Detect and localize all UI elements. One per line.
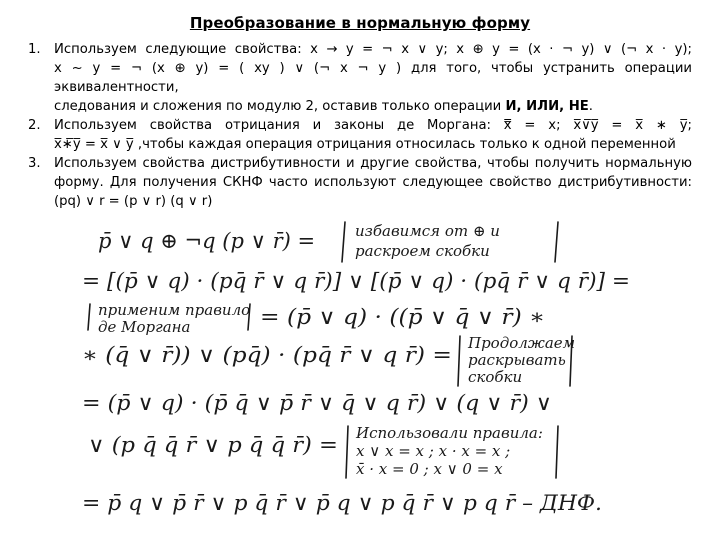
page-title: Преобразование в нормальную форму — [189, 14, 531, 32]
note-bracket-right — [556, 426, 558, 478]
note-bracket-left — [88, 304, 90, 330]
note-bracket-right — [555, 222, 558, 262]
step-number: 3. — [28, 156, 41, 171]
step-line: следования и сложения по модулю 2, оставив только операции — [54, 99, 502, 114]
note-line: избавимся от ⊕ и — [355, 222, 500, 240]
derivation-line-1: p̄ ∨ q ⊕ ¬q (p ∨ r̄) = — [98, 229, 316, 253]
step-line: x̅∗̅y̅ = x̅ ∨ y̅ ,чтобы каждая операция отрицания относилась только к одной переменной — [54, 137, 676, 152]
step-2 — [28, 116, 692, 154]
note-line: Использовали правила: — [356, 424, 543, 442]
note-line: Продолжаем — [468, 334, 576, 352]
derivation-line-2: = [(p̄ ∨ q) · (pq̄ r̄ ∨ q r̄)] ∨ [(p̄ ∨ q) · (pq̄ r̄ ∨ q r̄)] = — [82, 269, 630, 293]
step-text — [54, 116, 692, 154]
step-text — [54, 40, 692, 116]
step-line: Используем следующие свойства: x → y = ¬ x ∨ y; x ⊕ y = (x · ¬ y) ∨ (¬ x · y); — [54, 42, 692, 57]
step-line: x ~ y = ¬ (x ⊕ y) = ( xy ) ∨ (¬ x ¬ y ) для того, чтобы устранить операции эквивалентности, — [54, 61, 692, 95]
sentence-end: . — [588, 99, 593, 114]
note-line: де Моргана — [98, 318, 191, 336]
step-line: Используем свойства дистрибутивности и другие свойства, чтобы получить нормальную — [54, 156, 692, 171]
note-line: раскроем скобки — [355, 242, 490, 260]
step-line-with-ops — [54, 97, 692, 116]
step-line: (pq) ∨ r = (p ∨ r) (q ∨ r) — [54, 194, 213, 209]
derivation-line-6: ∨ (p q̄ q̄ r̄ ∨ p q̄ q̄ r̄) = — [88, 433, 338, 457]
step-1 — [28, 40, 692, 116]
note-line: раскрывать — [468, 351, 566, 369]
handwritten-derivation — [80, 214, 635, 530]
step-number: 1. — [28, 42, 41, 57]
step-line: Используем свойства отрицания и законы де Моргана: x̿ = x; x̅∨̅y̅ = x̅ ∗ y̅; — [54, 118, 692, 133]
steps-list — [28, 40, 692, 211]
derivation-line-4: ∗ (q̄ ∨ r̄)) ∨ (pq̄) · (pq̄ r̄ ∨ q r̄) = — [82, 343, 452, 367]
note-line: x ∨ x = x ; x · x = x ; — [356, 442, 511, 460]
step-3 — [28, 154, 692, 211]
derivation-line-7: = p̄ q ∨ p̄ r̄ ∨ p q̄ r̄ ∨ p̄ q ∨ p q̄ r̄ ∨ p q r̄ – ДНФ. — [82, 491, 602, 515]
handwritten-derivation-canvas — [80, 214, 635, 530]
step-line: форму. Для получения СКНФ часто используют следующее свойство дистрибутивности: — [54, 175, 692, 190]
note-bracket-left — [342, 222, 345, 262]
operations-list: И, ИЛИ, НЕ — [505, 99, 589, 114]
derivation-line-3: = (p̄ ∨ q) · ((p̄ ∨ q̄ ∨ r̄) ∗ — [260, 305, 545, 329]
step-text — [54, 154, 692, 211]
note-bracket-left — [346, 426, 348, 478]
note-line: применим правило — [98, 301, 251, 319]
note-bracket-left — [458, 336, 460, 386]
derivation-line-5: = (p̄ ∨ q) · (p̄ q̄ ∨ p̄ r̄ ∨ q̄ ∨ q r̄) ∨ (q ∨ r̄) ∨ — [82, 391, 552, 415]
note-line: скобки — [468, 368, 523, 386]
note-line: x̄ · x = 0 ; x ∨ 0 = x — [356, 460, 503, 478]
step-number: 2. — [28, 118, 41, 133]
